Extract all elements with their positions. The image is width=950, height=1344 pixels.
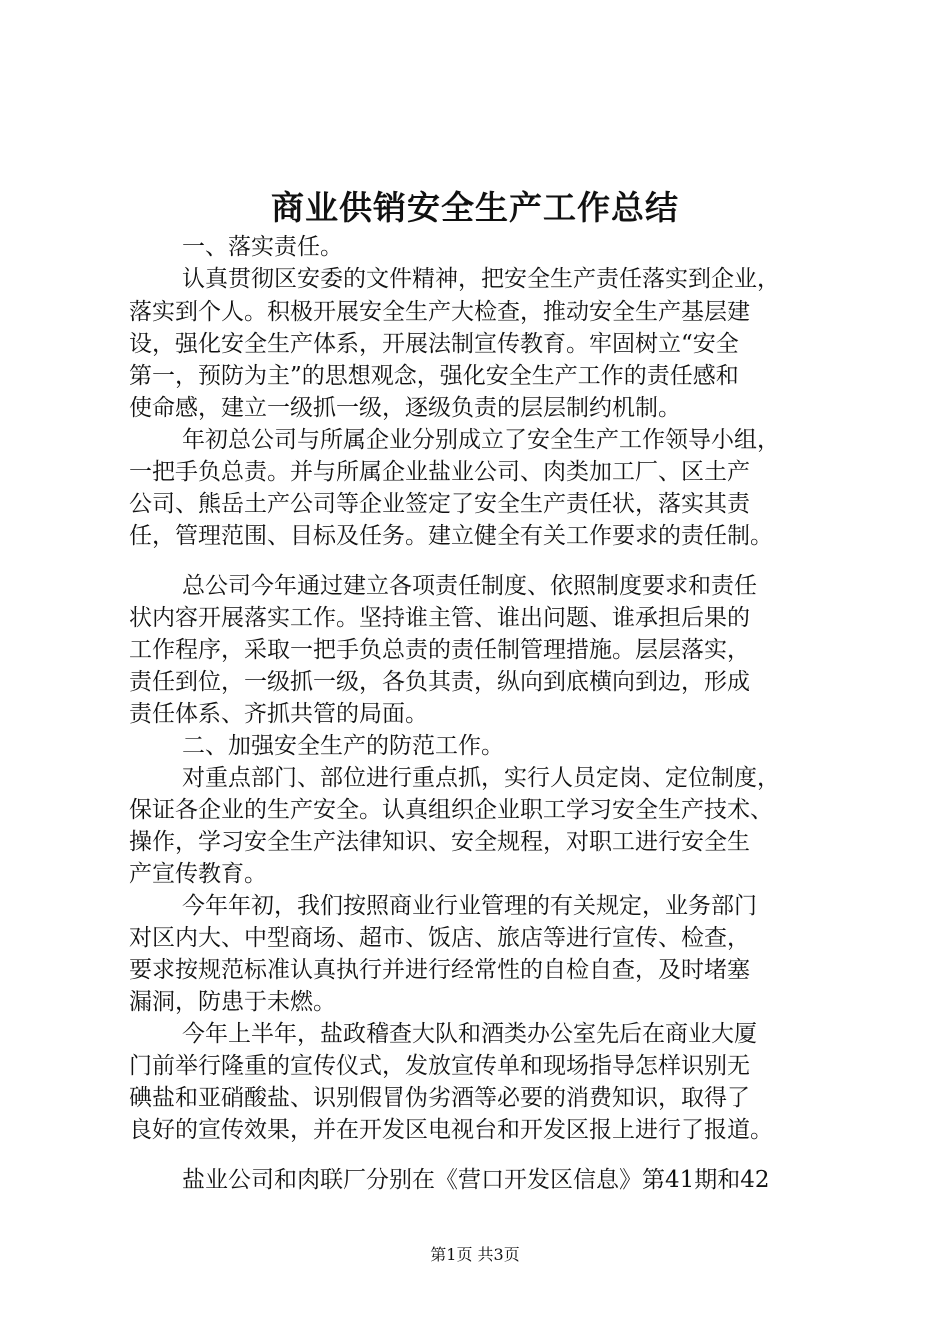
body-line: 一把手负总责。并与所属企业盐业公司、肉类加工厂、区土产 xyxy=(129,459,750,485)
body-line: 良好的宣传效果，并在开发区电视台和开发区报上进行了报道。 xyxy=(129,1117,773,1143)
body-line: 设，强化安全生产体系，开展法制宣传教育。牢固树立“安全 xyxy=(129,331,739,357)
body-line: 公司、熊岳土产公司等企业签定了安全生产责任状，落实其责 xyxy=(129,491,750,517)
body-line: 保证各企业的生产安全。认真组织企业职工学习安全生产技术、 xyxy=(129,797,773,823)
body-line: 任，管理范围、目标及任务。建立健全有关工作要求的责任制。 xyxy=(129,523,773,549)
body-line: 认真贯彻区安委的文件精神，把安全生产责任落实到企业， xyxy=(182,266,780,292)
body-line: 责任体系、齐抓共管的局面。 xyxy=(129,701,428,727)
body-line: 碘盐和亚硝酸盐、识别假冒伪劣酒等必要的消费知识，取得了 xyxy=(129,1085,750,1111)
body-line: 漏洞，防患于未燃。 xyxy=(129,989,336,1015)
page-number-footer: 第1页 共3页 xyxy=(430,1245,520,1264)
body-line: 状内容开展落实工作。坚持谁主管、谁出问题、谁承担后果的 xyxy=(129,605,750,631)
document-title: 商业供销安全生产工作总结 xyxy=(271,188,679,227)
body-line: 盐业公司和肉联厂分别在《营口开发区信息》第41期和42 xyxy=(182,1167,770,1193)
body-line: 责任到位，一级抓一级，各负其责，纵向到底横向到边，形成 xyxy=(129,669,750,695)
body-line: 总公司今年通过建立各项责任制度、依照制度要求和责任 xyxy=(182,573,757,599)
body-line: 落实到个人。积极开展安全生产大检查，推动安全生产基层建 xyxy=(129,299,750,325)
section-heading: 二、加强安全生产的防范工作。 xyxy=(182,733,504,759)
body-line: 使命感，建立一级抓一级，逐级负责的层层制约机制。 xyxy=(129,395,681,421)
body-line: 要求按规范标准认真执行并进行经常性的自检自查，及时堵塞 xyxy=(129,957,750,983)
body-line: 门前举行隆重的宣传仪式，发放宣传单和现场指导怎样识别无 xyxy=(129,1053,750,1079)
body-line: 操作，学习安全生产法律知识、安全规程，对职工进行安全生 xyxy=(129,829,750,855)
body-line: 对区内大、中型商场、超市、饭店、旅店等进行宣传、检查， xyxy=(129,925,750,951)
body-line: 对重点部门、部位进行重点抓，实行人员定岗、定位制度， xyxy=(182,765,780,791)
section-heading: 一、落实责任。 xyxy=(182,234,343,260)
body-line: 产宣传教育。 xyxy=(129,861,267,887)
body-line: 工作程序，采取一把手负总责的责任制管理措施。层层落实， xyxy=(129,637,750,663)
body-line: 今年上半年，盐政稽查大队和酒类办公室先后在商业大厦 xyxy=(182,1021,757,1047)
body-line: 今年年初，我们按照商业行业管理的有关规定，业务部门 xyxy=(182,893,757,919)
body-line: 年初总公司与所属企业分别成立了安全生产工作领导小组， xyxy=(182,427,780,453)
body-line: 第一，预防为主”的思想观念，强化安全生产工作的责任感和 xyxy=(129,363,739,389)
